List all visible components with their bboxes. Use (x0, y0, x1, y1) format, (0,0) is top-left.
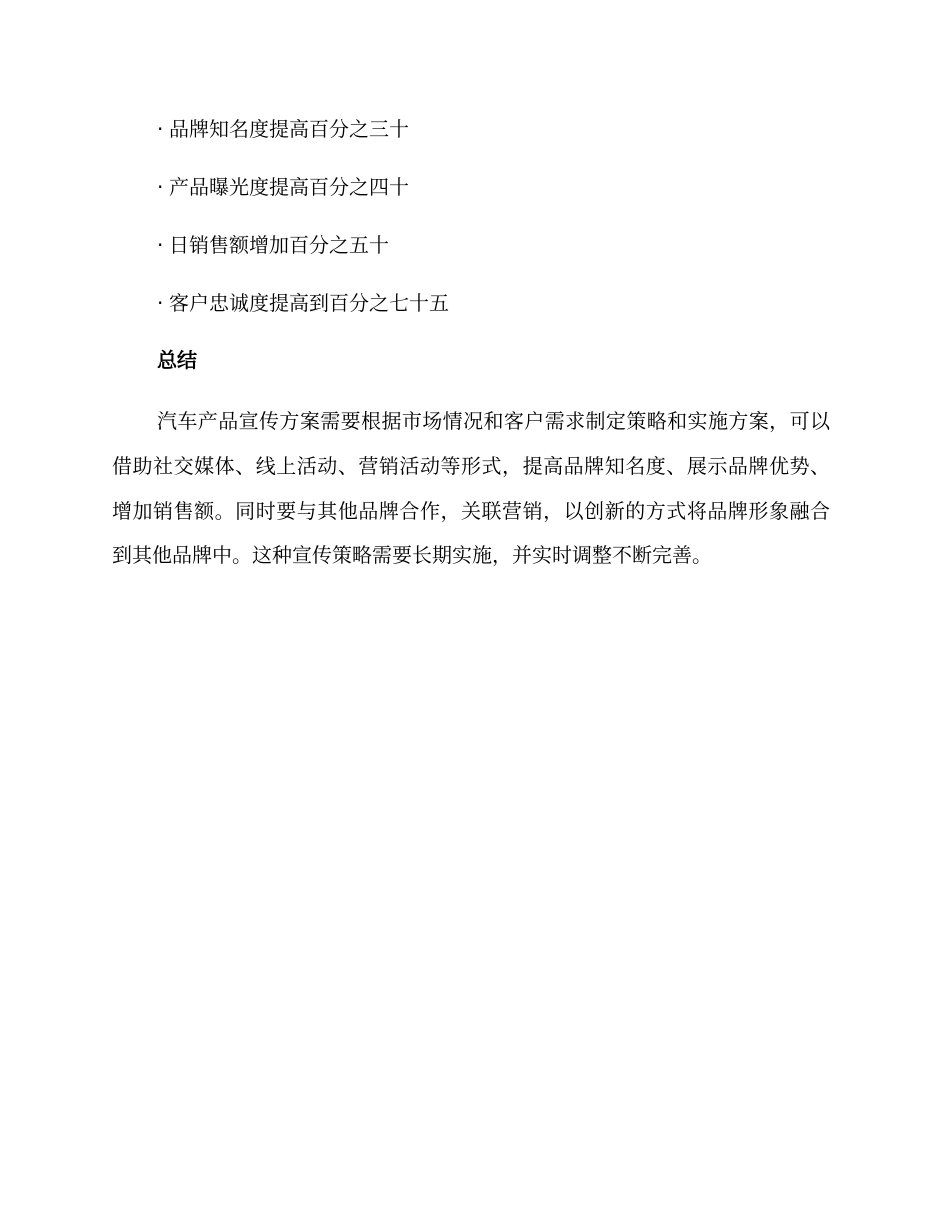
bullet-item (157, 114, 817, 172)
bullet-marker: · (157, 175, 164, 199)
bullet-marker: · (157, 117, 164, 141)
bullet-item (157, 288, 817, 346)
bullet-text: 品牌知名度提高百分之三十 (169, 117, 409, 141)
summary-paragraph: 汽车产品宣传方案需要根据市场情况和客户需求制定策略和实施方案，可以借助社交媒体、线上活动、营销活动等形式，提高品牌知名度、展示品牌优势、增加销售额。同时要与其他品牌合作，关联营销，以创新的方式将品牌形象融合到其他品牌中。这种宣传策略需要长期实施，并实时调整不断完善。 (112, 409, 830, 568)
goals-bullet-list (157, 114, 817, 346)
bullet-marker: · (157, 233, 164, 257)
bullet-item (157, 230, 817, 288)
bullet-text: 客户忠诚度提高到百分之七十五 (169, 291, 449, 315)
bullet-text: 产品曝光度提高百分之四十 (169, 175, 409, 199)
bullet-text: 日销售额增加百分之五十 (169, 233, 389, 257)
bullet-item (157, 172, 817, 230)
summary-heading: 总结 (157, 348, 197, 372)
bullet-marker: · (157, 291, 164, 315)
